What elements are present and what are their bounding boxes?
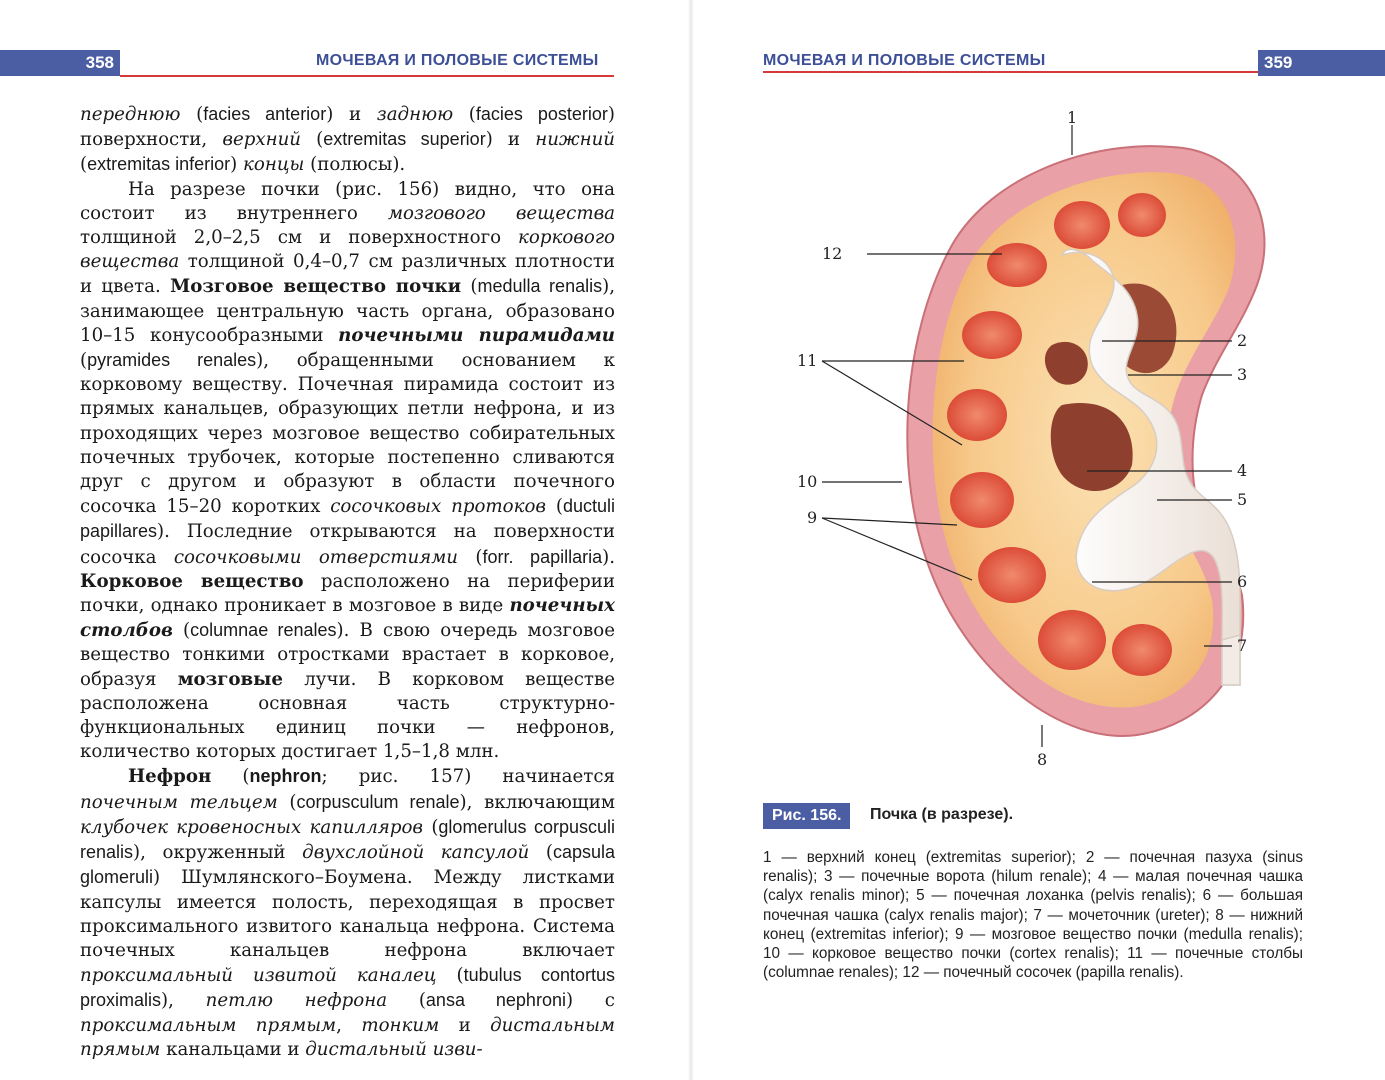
paragraph-2 [80, 178, 615, 765]
running-head: МОЧЕВАЯ И ПОЛОВЫЕ СИСТЕМЫ [763, 52, 1046, 69]
latin-term: forr. papillaria [482, 546, 603, 567]
callout-4: 4 [1237, 461, 1248, 480]
text: ) с [565, 990, 615, 1012]
text: и [439, 1014, 491, 1036]
text: ( [211, 766, 250, 788]
text: ), [161, 990, 206, 1012]
text: ). Последние открываются на поверхности сосочка [80, 521, 615, 568]
latin-term: extremitas superior [323, 129, 486, 150]
latin-term: nephron [249, 766, 322, 787]
latin-term: facies anterior [203, 104, 327, 124]
latin-term: facies posterior [475, 104, 608, 124]
text: ) [230, 154, 244, 176]
text: ; рис. 157) начинается [321, 766, 615, 788]
callout-5: 5 [1237, 490, 1248, 509]
callout-12: 12 [822, 244, 843, 263]
text: ), обращенными основанием к корковому веществу. Почечная пирамида состоит из прямых канальцев, образующих петли нефрона, и из проходящих через мозговое вещество собирательных почечных трубочек, которые постепенно сливаются друг с другом и образуют в области почечного сосочка 15–20 коротких [80, 350, 616, 518]
figure-caption-label: Рис. 156. [763, 803, 850, 829]
latin-term: medulla renalis [477, 276, 603, 297]
text: ) Шумлянского–Боумена. Между листками капсулы имеется полость, переходящая в просвет проксимального извитого канальца нефрона. Система почечных канальцев нефрона включает [80, 867, 615, 961]
bold-term: Нефрон [128, 766, 212, 788]
text: ). [602, 546, 615, 568]
right-page [692, 0, 1385, 1080]
text: ( [80, 350, 88, 372]
figure-caption-title: Почка (в разрезе). [870, 806, 1014, 823]
term: сосочковыми отверстиями [173, 546, 458, 568]
text: На разрезе почки (рис. 156) видно, что она состоит из внутреннего [80, 178, 615, 224]
header-rule [120, 75, 614, 77]
callout-1: 1 [1067, 108, 1078, 127]
latin-term: columnae renales [190, 620, 337, 641]
callout-3: 3 [1237, 365, 1248, 384]
page-number: 358 [0, 50, 120, 76]
text: ( [546, 496, 563, 518]
latin-term: pyramides renales [87, 350, 257, 371]
text: ( [458, 546, 483, 568]
paragraph-1 [80, 102, 615, 178]
term: заднюю [376, 104, 454, 125]
term: клубочек кровеносных капилляров [80, 816, 424, 838]
text: ( [172, 620, 191, 642]
callout-9: 9 [807, 508, 818, 527]
term: сосочковых протоков [330, 496, 546, 518]
bold-term: Мозговое вещество почки [170, 276, 462, 298]
term: дистальным прямым [80, 1014, 615, 1060]
text: ( [387, 990, 426, 1012]
text: (полюсы). [304, 154, 406, 176]
text: канальцами и [160, 1038, 306, 1060]
text: лучи. В корковом веществе расположена основная часть структурно-функциональных единиц почки — нефронов, количество которых достигает 1,5–1,8 млн. [80, 668, 615, 763]
callout-7: 7 [1237, 636, 1248, 655]
text: ( [529, 842, 553, 864]
term: верхний [222, 129, 302, 151]
bold-italic-term: почечными пирамидами [338, 324, 616, 346]
figure-legend: 1 — верхний конец (extremitas superior); 2 — почечная пазуха (sinus renalis); 3 — почечные ворота (hilum renale); 4 — малая почечная чашка (calyx renalis minor); 5 — почечная лоханка (pelvis renalis); 6 — большая почечная чашка (calyx renalis major); 7 — мочеточник (ureter); 8 — нижний конец (extremitas inferior); 9 — мозговое вещество почки (medulla renalis); 10 — корковое вещество почки (cortex renalis); 11 — почечные столбы (columnae renales); 12 — почечный сосочек (papilla renalis). [763, 849, 1303, 982]
bold-term: Корковое вещество [80, 570, 304, 592]
text: расположено на периферии почки, однако проникает в мозговое в виде [80, 570, 615, 617]
latin-term: extremitas inferior [87, 154, 231, 175]
latin-term: tubulus contortus proximalis [80, 965, 615, 1011]
latin-term: ductuli papillares [80, 496, 615, 542]
paragraph-3 [80, 764, 615, 1061]
term: мозгового вещества [387, 202, 616, 224]
text: ( [453, 104, 476, 125]
latin-term: corpusculum renale [296, 791, 460, 812]
callout-2: 2 [1237, 331, 1248, 350]
text: ( [80, 154, 88, 176]
text: ( [436, 965, 464, 987]
kidney-section-illustration [792, 95, 1292, 785]
callout-11: 11 [797, 351, 818, 370]
left-page [0, 0, 690, 1080]
term: дистальный изви- [305, 1038, 483, 1060]
running-head: МОЧЕВАЯ И ПОЛОВЫЕ СИСТЕМЫ [316, 52, 599, 69]
text: ). В свою очередь мозговое вещество тонкими отростками врастает в корковое, образуя [80, 620, 615, 690]
term: концы [243, 154, 305, 176]
callout-6: 6 [1237, 572, 1248, 591]
latin-term: capsula glomeruli [80, 842, 615, 888]
callout-8: 8 [1037, 750, 1048, 769]
text: ( [461, 276, 478, 298]
term: проксимальный извитой каналец [80, 965, 437, 987]
text: , [336, 1014, 362, 1036]
term: петлю нефрона [205, 990, 388, 1012]
callout-10: 10 [797, 472, 818, 491]
bold-italic-term: почечных столбов [80, 595, 615, 642]
text: ) и [485, 129, 536, 151]
text: ( [277, 791, 297, 813]
text: ), включающим [459, 791, 615, 813]
text: ( [301, 129, 324, 151]
text: ( [180, 104, 204, 125]
text: ( [423, 816, 439, 838]
term: переднюю [80, 104, 181, 125]
term: проксимальным прямым [80, 1014, 337, 1036]
text: ), занимающее центральную часть органа, образовано 10–15 конусообразными [80, 276, 615, 346]
body-text [80, 102, 615, 1062]
term: коркового вещества [80, 227, 615, 273]
term: почечным тельцем [80, 791, 278, 813]
page-number: 359 [1258, 50, 1385, 76]
text: ), окруженный [133, 842, 303, 864]
term: тонким [361, 1014, 440, 1036]
bold-term: мозговые [177, 668, 283, 690]
text: толщиной 0,4–0,7 см различных плотности и цвета. [80, 251, 615, 298]
text: толщиной 2,0–2,5 см и поверхностного [80, 227, 519, 249]
header-rule [763, 71, 1258, 73]
text: ) поверхности, [80, 104, 615, 151]
term: двухслойной капсулой [302, 842, 530, 864]
term: нижний [535, 129, 615, 151]
latin-term: ansa nephroni [425, 990, 566, 1011]
latin-term: glomerulus corpusculi renalis [80, 816, 615, 863]
text: ) и [326, 104, 377, 125]
